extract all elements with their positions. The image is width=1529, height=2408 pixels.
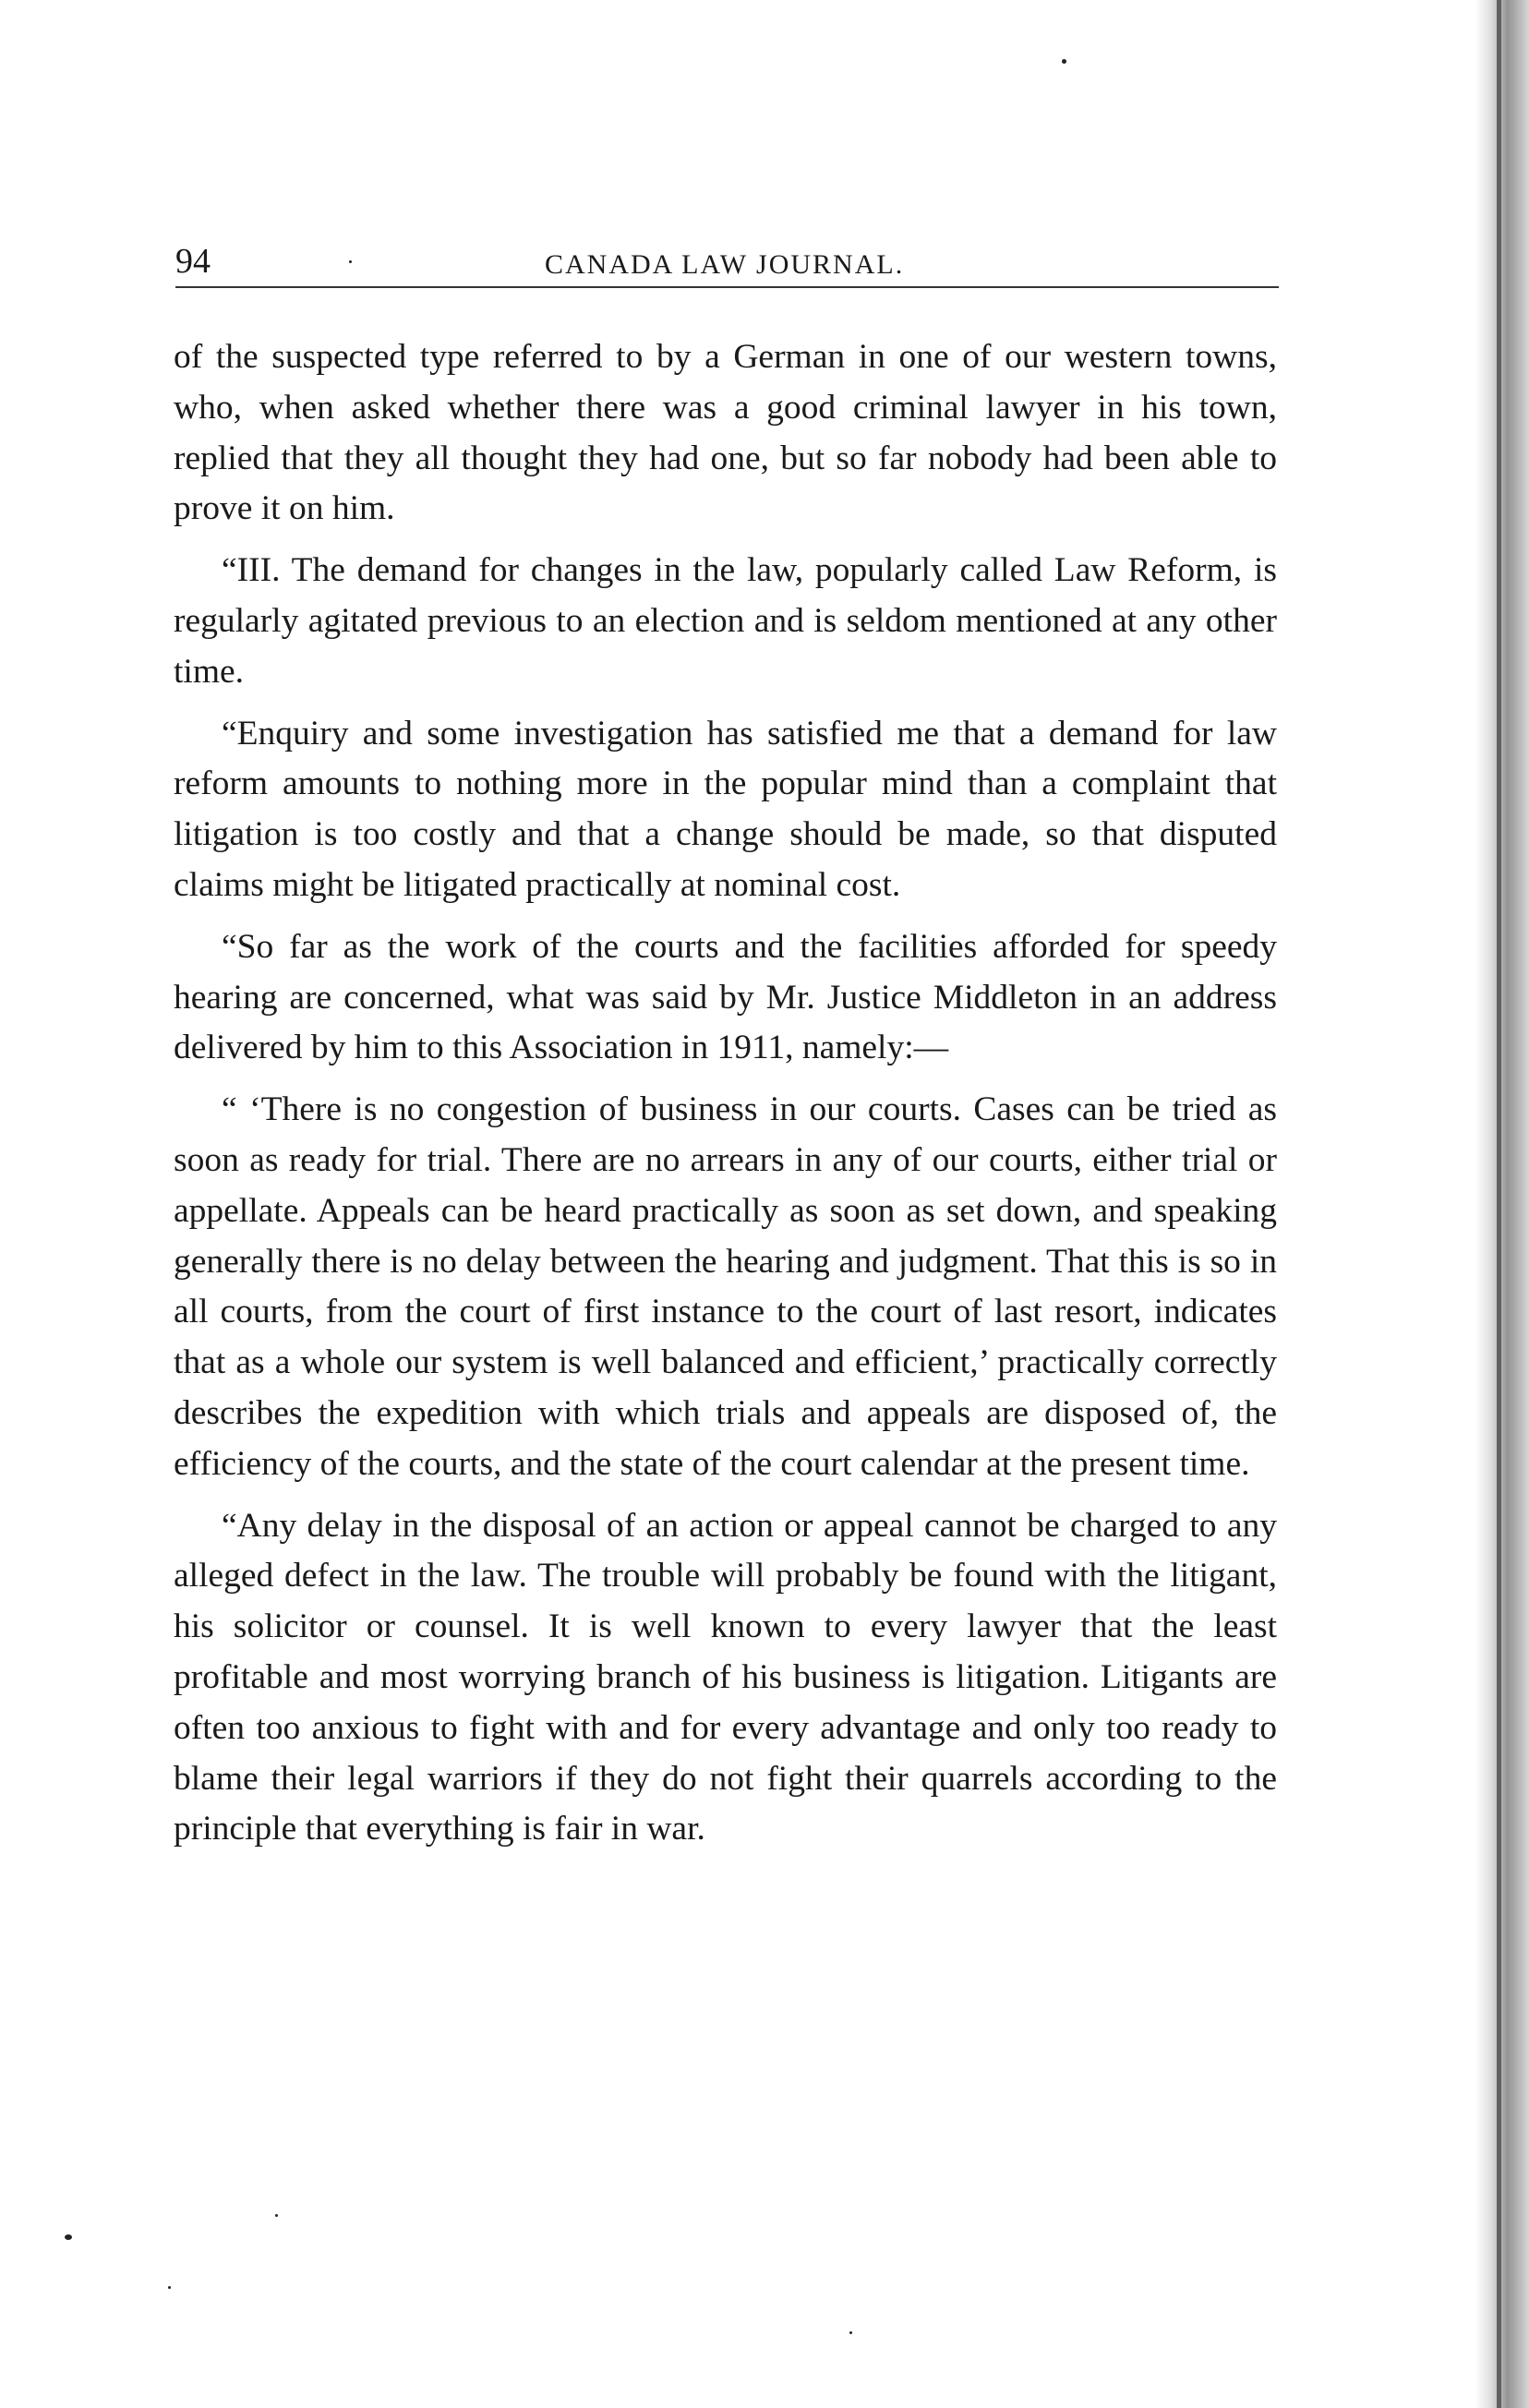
scan-edge-shadow xyxy=(1475,0,1529,2408)
running-title: CANADA LAW JOURNAL. xyxy=(545,249,905,280)
scan-speck xyxy=(349,260,352,263)
page-number: 94 xyxy=(175,242,211,281)
page-header xyxy=(175,238,1279,284)
scan-speck xyxy=(65,2234,72,2240)
paragraph-2: “III. The demand for changes in the law, popularly called Law Reform, is regularly agitated previous to an election and is seldom mentioned at any other time. xyxy=(174,551,1277,691)
scan-speck xyxy=(275,2214,278,2217)
scan-speck xyxy=(849,2331,852,2334)
paragraph-5: “ ‘There is no congestion of business in our courts. Cases can be tried as soon as ready for trial. There are no arrears in any of our courts, either trial or appellate. Appeals can be heard practically as soon as set down, and speaking generally there is no delay between the hearing and judgment. That this is so in all courts, from the court of first instance to the court of last resort, indicates that as a whole our system is well balanced and efficient,’ practically correctly describes the expedition with which trials and appeals are disposed of, the efficiency of the courts, and the state of the court calendar at the present time. xyxy=(174,1090,1277,1483)
paragraph-4: “So far as the work of the courts and the facilities afforded for speedy hearing are concerned, what was said by Mr. Justice Middleton in an address delivered by him to this Association in 1911, namely:— xyxy=(174,927,1277,1067)
scan-edge-line xyxy=(1497,0,1501,2408)
body-text xyxy=(174,332,1277,1866)
paragraph-3: “Enquiry and some investigation has satisfied me that a demand for law reform amounts to nothing more in the popular mind than a complaint that litigation is too costly and that a change should be made, so that disputed claims might be litigated practically at nominal cost. xyxy=(174,714,1277,904)
paragraph-6: “Any delay in the disposal of an action or appeal cannot be charged to any alleged defect in the law. The trouble will probably be found with the litigant, his solicitor or counsel. It is well known to every lawyer that the least profitable and most worrying branch of his business is litigation. Litigants are often too anxious to fight with and for every advantage and only too ready to blame their legal warriors if they do not fight their quarrels according to the principle that everything is fair in war. xyxy=(174,1506,1277,1848)
scan-speck xyxy=(168,2286,171,2289)
scan-speck xyxy=(1062,59,1066,64)
paragraph-1: of the suspected type referred to by a German in one of our western towns, who, when asked whether there was a good criminal lawyer in his town, replied that they all thought they had one, but so far nobody had been able to prove it on him. xyxy=(174,338,1277,528)
header-rule xyxy=(175,286,1279,288)
